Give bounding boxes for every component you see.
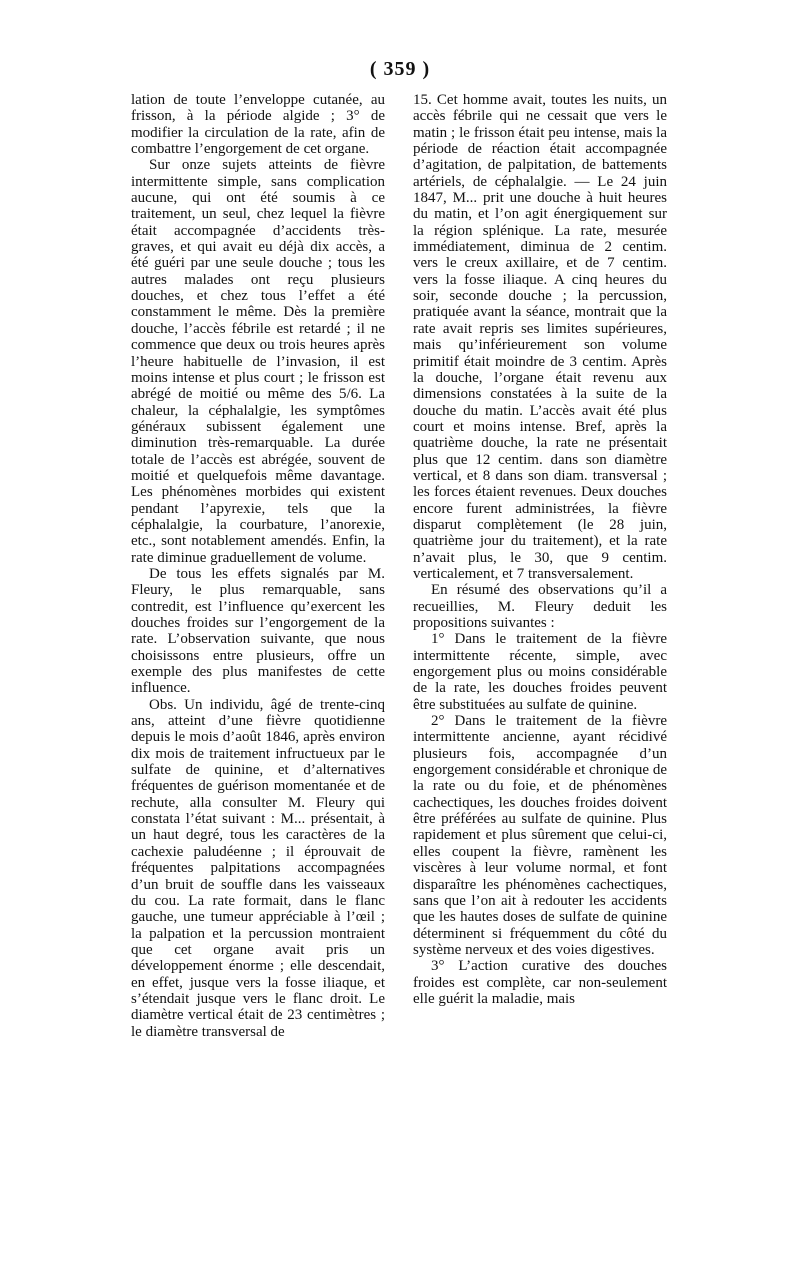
right-column [413,92,667,1007]
paragraph: En résumé des observations qu’il a recueillies, M. Fleury deduit les propositions suivantes : [413,582,667,631]
paragraph: Sur onze sujets atteints de fièvre intermittente simple, sans complication aucune, qui ont été soumis à ce traitement, un seul, chez lequel la fièvre était accompagnée d’accidents très-graves, et qui avait eu déjà dix accès, a été guéri par une seule douche ; tous les autres malades ont reçu plusieurs douches, et chez tous l’effet a été constamment le même. Dès la première douche, l’accès fébrile est retardé ; il ne commence que deux ou trois heures après l’heure habituelle de l’invasion, il est moins intense et plus court ; le frisson est abrégé de moitié ou même des 5/6. La chaleur, la céphalalgie, les symptômes généraux subissent également une diminution très-remarquable. La durée totale de l’accès est abrégée, souvent de moitié et quelquefois même davantage. Les phénomènes morbides qui existent pendant l’apyrexie, tels que la céphalalgie, la courbature, l’anorexie, etc., sont notablement amendés. Enfin, la rate diminue graduellement de volume. [131,157,385,566]
paragraph: De tous les effets signalés par M. Fleury, le plus remarquable, sans contredit, est l’influence qu’exercent les douches froides sur l’engorgement de la rate. L’observation suivante, que nous choisissons entre plusieurs, offre un exemple des plus manifestes de cette influence. [131,565,385,697]
paragraph: 15. Cet homme avait, toutes les nuits, un accès fébrile qui ne cessait que vers le matin ; le frisson était peu intense, mais la période de réaction était accompagnée d’agitation, de palpitation, de battements artériels, de céphalalgie. — Le 24 juin 1847, M... prit une douche à huit heures du matin, et l’on agit énergiquement sur la région splénique. La rate, mesurée immédiatement, diminua de 2 centim. vers le creux axillaire, et de 7 centim. vers la fosse iliaque. A cinq heures du soir, seconde douche ; la percussion, pratiquée avant la séance, montrait que la rate avait repris ses limites supérieures, mais qu’inférieurement son volume primitif était moindre de 3 centim. Après la douche, l’organe était revenu aux dimensions constatées à la suite de la douche du matin. L’accès avait été plus court et moins intense. Bref, après la quatrième douche, la rate ne présentait plus que 12 centim. dans son diamètre vertical, et 8 dans son diam. transversal ; les forces étaient revenues. Deux douches encore furent administrées, la fièvre disparut complètement (le 28 juin, quatrième jour du traitement), et la rate n’avait plus, le 30, que 9 centim. verticalement, et 7 transversalement. [413,92,667,582]
page-number: ( 359 ) [369,58,431,80]
paragraph: 2° Dans le traitement de la fièvre intermittente ancienne, ayant récidivé plusieurs fois, accompagnée d’un engorgement considérable et chronique de la rate ou du foie, et de phénomènes cachectiques, les douches froides doivent être préférées au sulfate de quinine. Plus rapidement et plus sûrement que celui-ci, elles coupent la fièvre, ramènent les viscères à leur volume normal, et font disparaître les phénomènes cachectiques, sans que l’on ait à redouter les accidents que les hautes doses de sulfate de quinine déterminent si fréquemment du côté du système nerveux et des voies digestives. [413,713,667,958]
left-column [131,92,385,1040]
paragraph: lation de toute l’enveloppe cutanée, au frisson, à la période algide ; 3° de modifier la circulation de la rate, afin de combattre l’engorgement de cet organe. [131,92,385,158]
paragraph: 1° Dans le traitement de la fièvre intermittente récente, simple, avec engorgement plus ou moins considérable de la rate, les douches froides peuvent être substituées au sulfate de quinine. [413,631,667,713]
paragraph: Obs. Un individu, âgé de trente-cinq ans, atteint d’une fièvre quotidienne depuis le mois d’août 1846, après environ dix mois de traitement infructueux par le sulfate de quinine, et d’alternatives fréquentes de guérison momentanée et de rechute, alla consulter M. Fleury qui constata l’état suivant : M... présentait, à un haut degré, tous les caractères de la cachexie paludéenne ; il éprouvait de fréquentes palpitations accompagnées d’un bruit de souffle dans les vaisseaux du cou. La rate formait, dans le flanc gauche, une tumeur appréciable à l’œil ; la palpation et la percussion montraient que cet organe avait pris un développement énorme ; elle descendait, en effet, jusque vers la fosse iliaque, et s’étendait jusque vers le flanc droit. Le diamètre vertical était de 23 centimètres ; le diamètre transversal de [131,696,385,1040]
paragraph: 3° L’action curative des douches froides est complète, car non-seulement elle guérit la maladie, mais [413,958,667,1007]
